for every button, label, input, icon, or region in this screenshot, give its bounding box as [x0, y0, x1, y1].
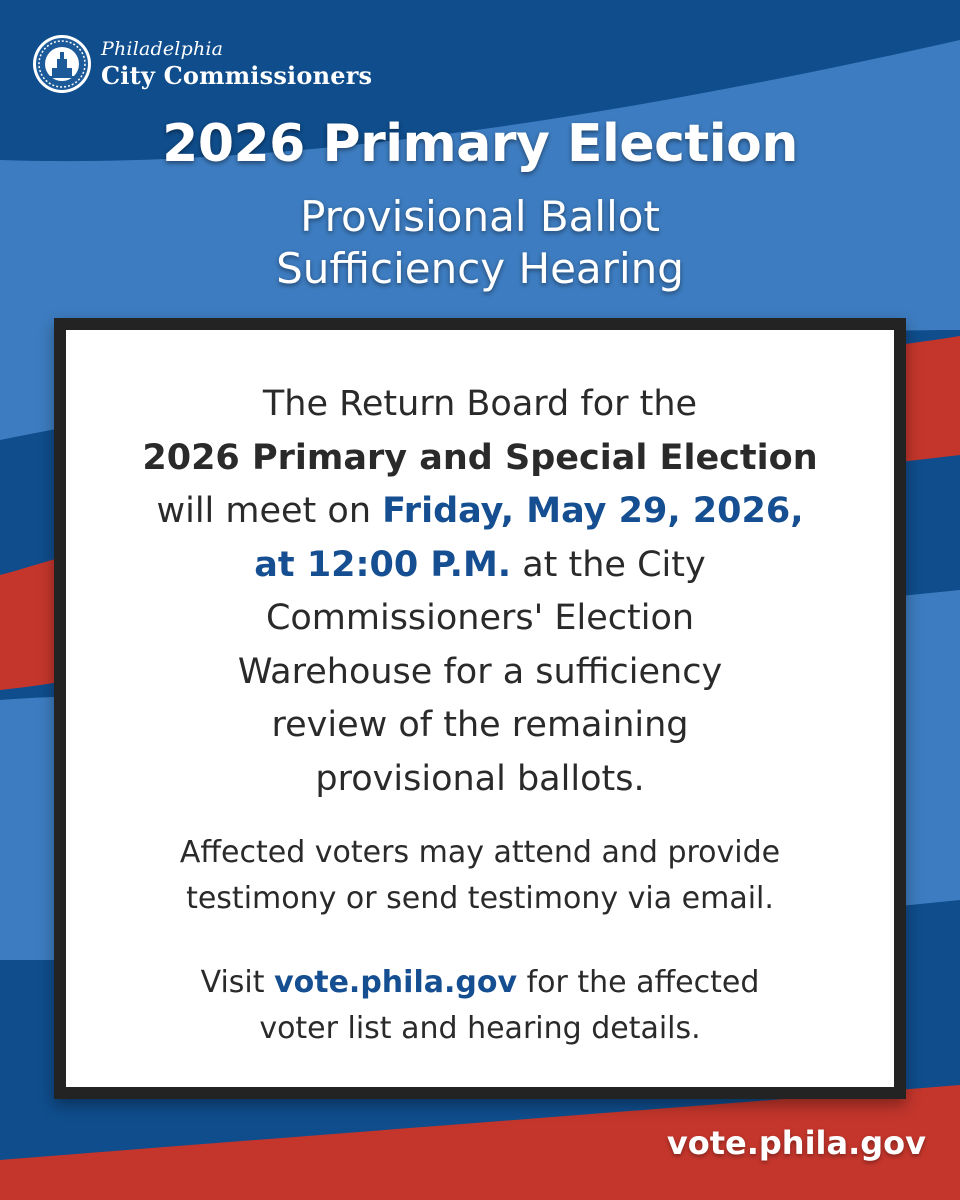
- logo-org-name: City Commissioners: [101, 61, 373, 90]
- announcement-line-7: review of the remaining: [271, 705, 689, 745]
- visit-prefix: Visit: [200, 965, 265, 1000]
- visit-link[interactable]: vote.phila.gov: [274, 965, 518, 1000]
- announcement-line-6: Warehouse for a sufficiency: [237, 651, 723, 692]
- visit-line-2: voter list and hearing details.: [259, 1011, 701, 1046]
- announcement-location-prefix: at the City: [522, 544, 706, 585]
- subtitle-line-1: Provisional Ballot: [300, 192, 660, 241]
- commissioners-logo: [32, 34, 372, 94]
- visit-text: [66, 960, 894, 1052]
- footer-url-link[interactable]: vote.phila.gov: [666, 1124, 926, 1162]
- visit-suffix: for the affected: [526, 965, 760, 1000]
- announcement-line-5: Commissioners' Election: [265, 598, 695, 638]
- announcement-meet-prefix: will meet on: [156, 491, 371, 531]
- announcement-text: [66, 378, 894, 806]
- page-title: 2026 Primary Election: [162, 114, 798, 174]
- election-name: 2026 Primary and Special Election: [142, 437, 818, 478]
- city-seal-icon: [32, 34, 92, 94]
- logo-city-name: Philadelphia: [101, 38, 224, 60]
- hearing-time: at 12:00 P.M.: [254, 544, 512, 585]
- subtitle-line-2: Sufficiency Hearing: [276, 244, 684, 293]
- announcement-line-1: The Return Board for the: [262, 384, 698, 424]
- attendance-line-1: Affected voters may attend and provide: [179, 835, 781, 870]
- hearing-date: Friday, May 29, 2026,: [382, 491, 804, 531]
- attendance-line-2: testimony or send testimony via email.: [186, 881, 774, 916]
- attendance-text: [66, 830, 894, 922]
- announcement-line-8: provisional ballots.: [315, 758, 645, 799]
- notice-box: [54, 318, 906, 1099]
- logo-text: [101, 40, 372, 88]
